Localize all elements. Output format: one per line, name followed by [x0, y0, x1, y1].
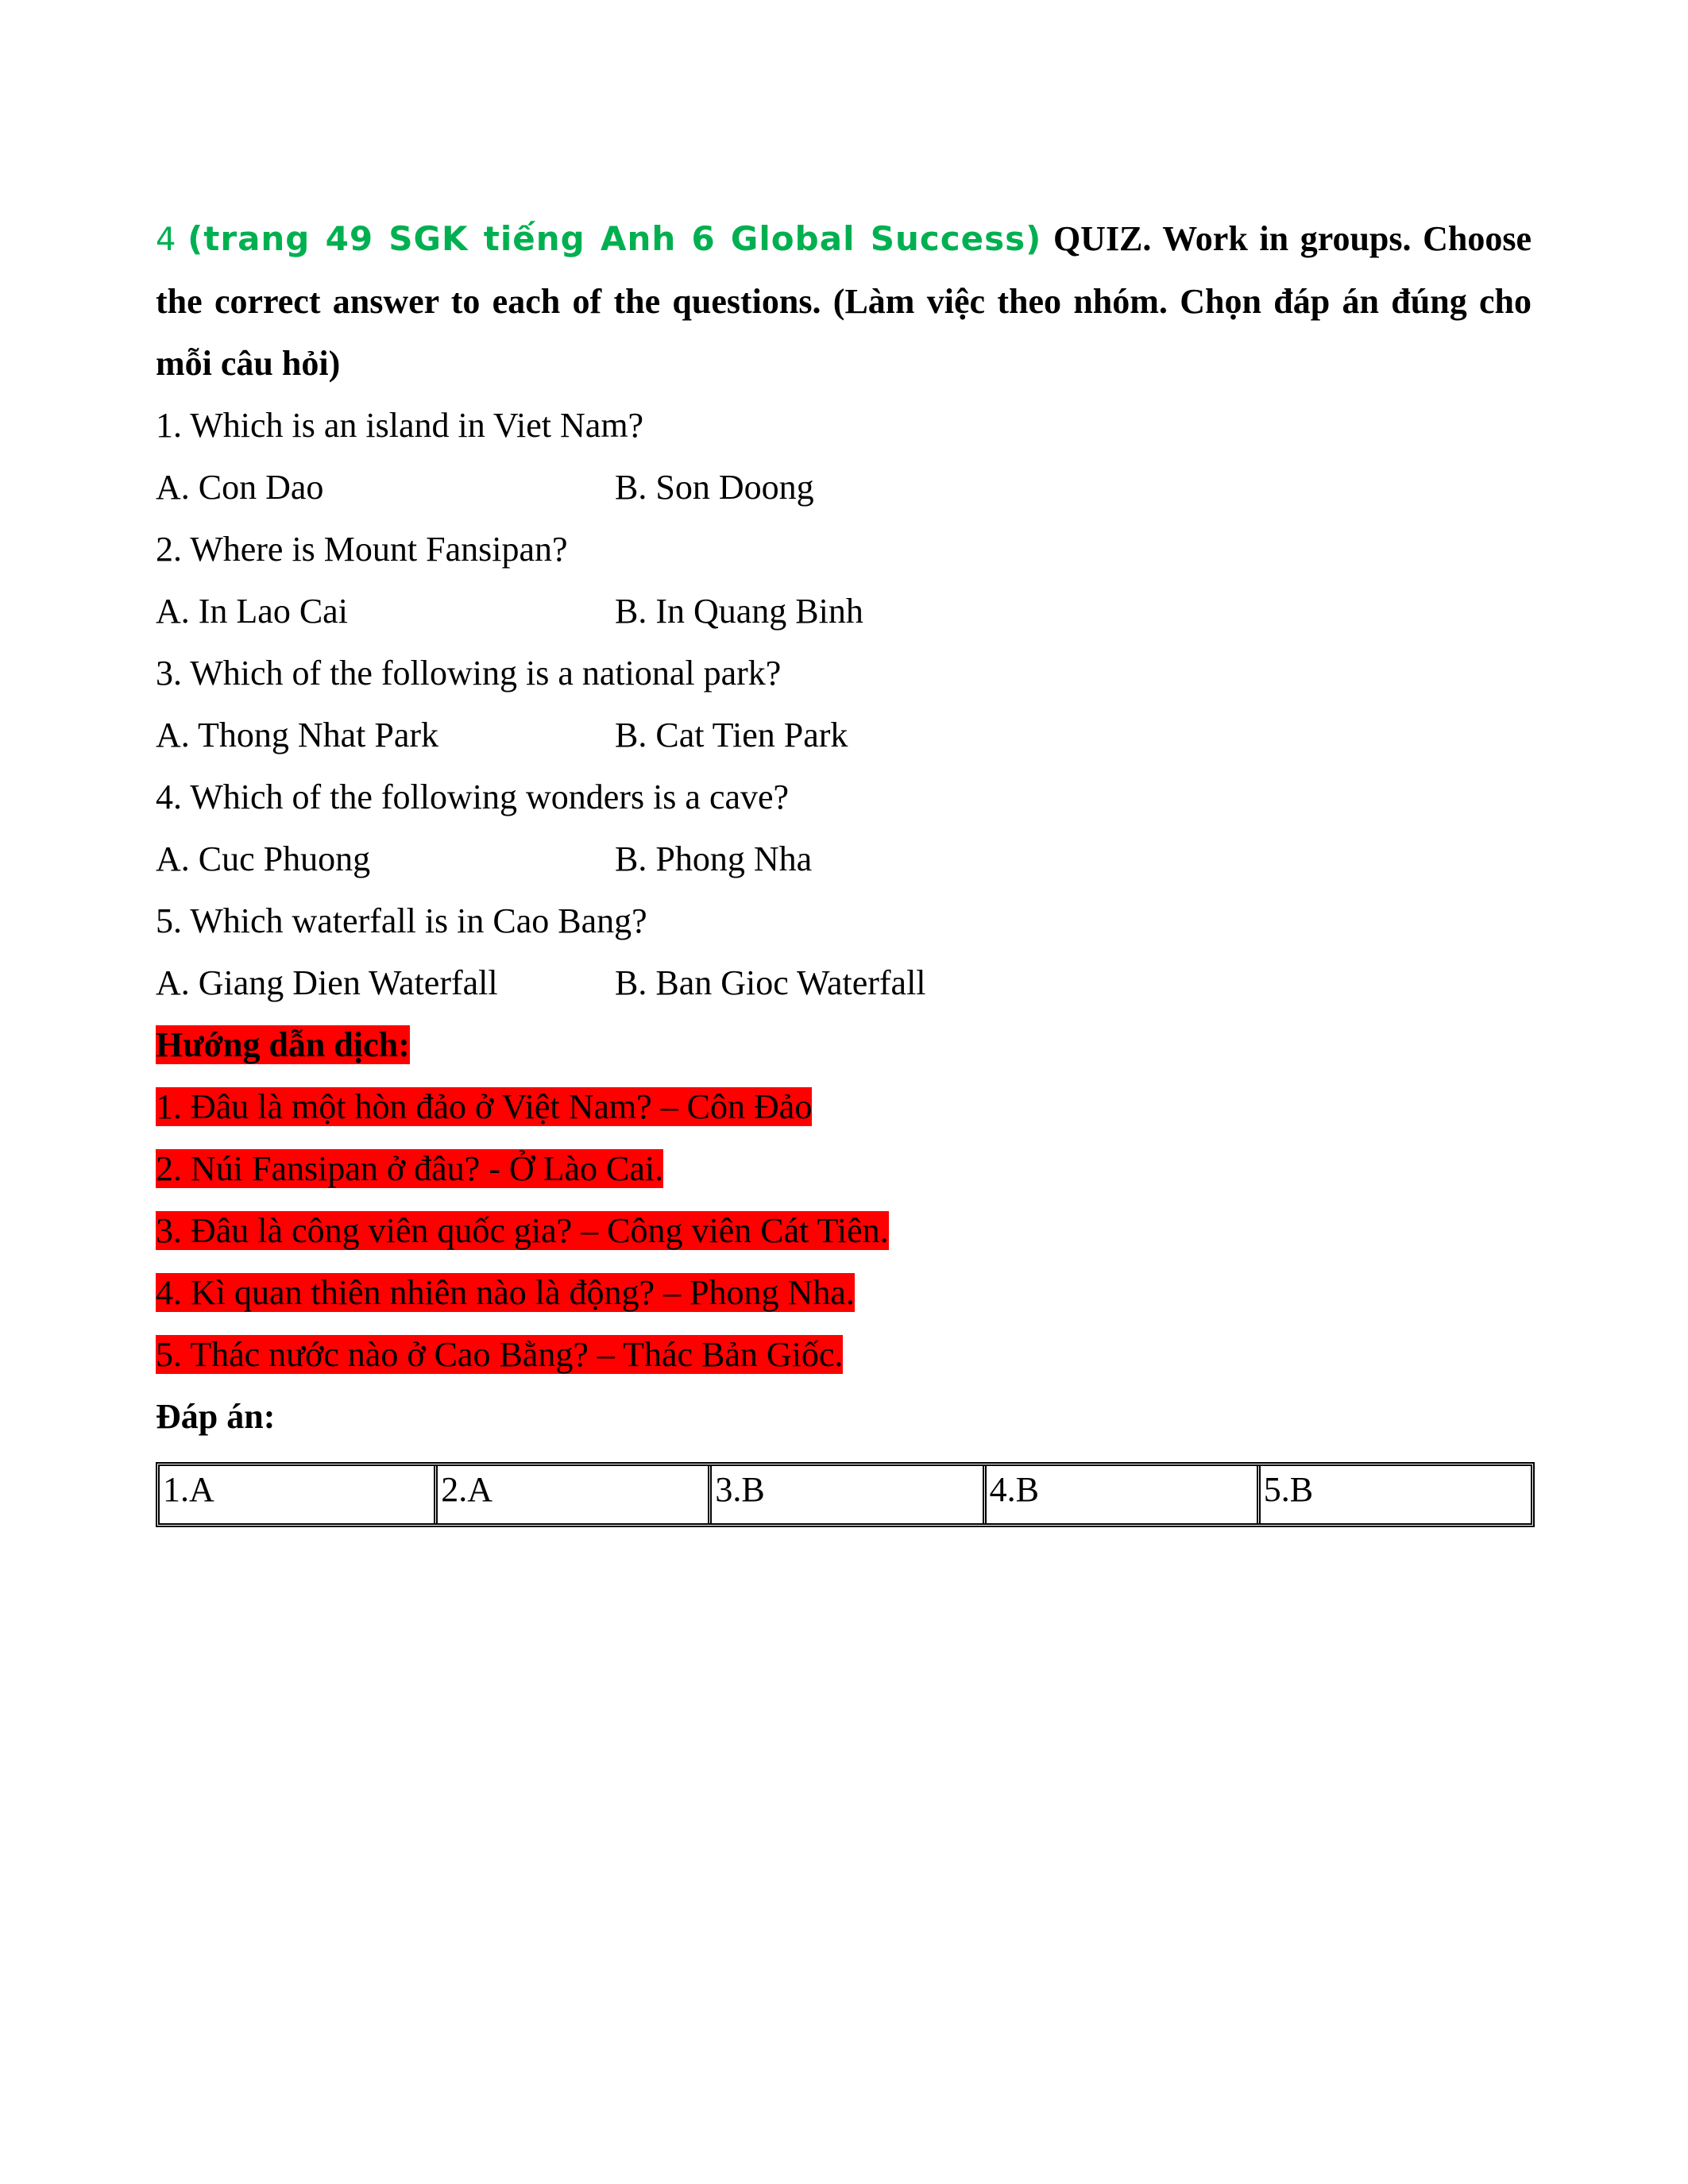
exercise-instruction-text: QUIZ. Work in groups. Choose the correct answer to each of the questions. (Làm việc theo nhóm. Chọn đáp án đúng cho mỗi câu hỏi)	[156, 219, 1532, 383]
question: 2. Where is Mount Fansipan?	[156, 530, 568, 569]
options-row	[156, 457, 1532, 519]
answer-table	[156, 1462, 1535, 1527]
translation-section	[156, 1014, 1532, 1386]
answers-heading: Đáp án:	[156, 1397, 276, 1436]
option-b: B. Ban Gioc Waterfall	[615, 963, 926, 1002]
translation-row	[156, 1262, 1532, 1324]
option-a: A. Cuc Phuong	[156, 839, 371, 878]
answer-cell: 5.B	[1257, 1466, 1531, 1523]
answer-cell: 3.B	[708, 1466, 982, 1523]
answer-cell: 4.B	[983, 1466, 1257, 1523]
question-list	[156, 395, 1532, 1014]
translation-row	[156, 1200, 1532, 1262]
translation-line: 1. Đâu là một hòn đảo ở Việt Nam? – Côn Đảo	[156, 1087, 813, 1126]
table-row	[160, 1466, 1531, 1523]
options-row	[156, 952, 1532, 1014]
translation-line: 4. Kì quan thiên nhiên nào là động? – Phong Nha.	[156, 1273, 855, 1312]
translation-row	[156, 1076, 1532, 1138]
translation-line: 2. Núi Fansipan ở đâu? - Ở Lào Cai.	[156, 1149, 664, 1188]
translation-heading: Hướng dẫn dịch:	[156, 1025, 410, 1064]
options-row	[156, 704, 1532, 766]
exercise-number: 4	[156, 222, 176, 258]
option-b: B. Phong Nha	[615, 839, 813, 878]
options-row	[156, 581, 1532, 642]
question: 3. Which of the following is a national park?	[156, 654, 782, 693]
exercise-instruction	[156, 208, 1532, 395]
options-row	[156, 828, 1532, 890]
option-b: B. Son Doong	[615, 468, 814, 507]
option-a: A. Giang Dien Waterfall	[156, 963, 498, 1002]
translation-row	[156, 1138, 1532, 1200]
option-b: B. In Quang Binh	[615, 592, 863, 631]
question: 5. Which waterfall is in Cao Bang?	[156, 901, 647, 940]
answer-cell: 1.A	[163, 1470, 214, 1509]
option-a: A. Thong Nhat Park	[156, 716, 439, 754]
answer-cell: 2.A	[434, 1466, 708, 1523]
translation-heading-row	[156, 1014, 1532, 1076]
translation-line: 3. Đâu là công viên quốc gia? – Công viên Cát Tiên.	[156, 1211, 889, 1250]
document-page	[156, 208, 1532, 1527]
option-a: A. Con Dao	[156, 468, 324, 507]
translation-line: 5. Thác nước nào ở Cao Bằng? – Thác Bản Giốc.	[156, 1335, 844, 1374]
exercise-reference: (trang 49 SGK tiếng Anh 6 Global Success)	[187, 219, 1042, 258]
question: 4. Which of the following wonders is a cave?	[156, 778, 790, 816]
option-b: B. Cat Tien Park	[615, 716, 848, 754]
option-a: A. In Lao Cai	[156, 592, 348, 631]
translation-row	[156, 1324, 1532, 1386]
question: 1. Which is an island in Viet Nam?	[156, 406, 644, 445]
